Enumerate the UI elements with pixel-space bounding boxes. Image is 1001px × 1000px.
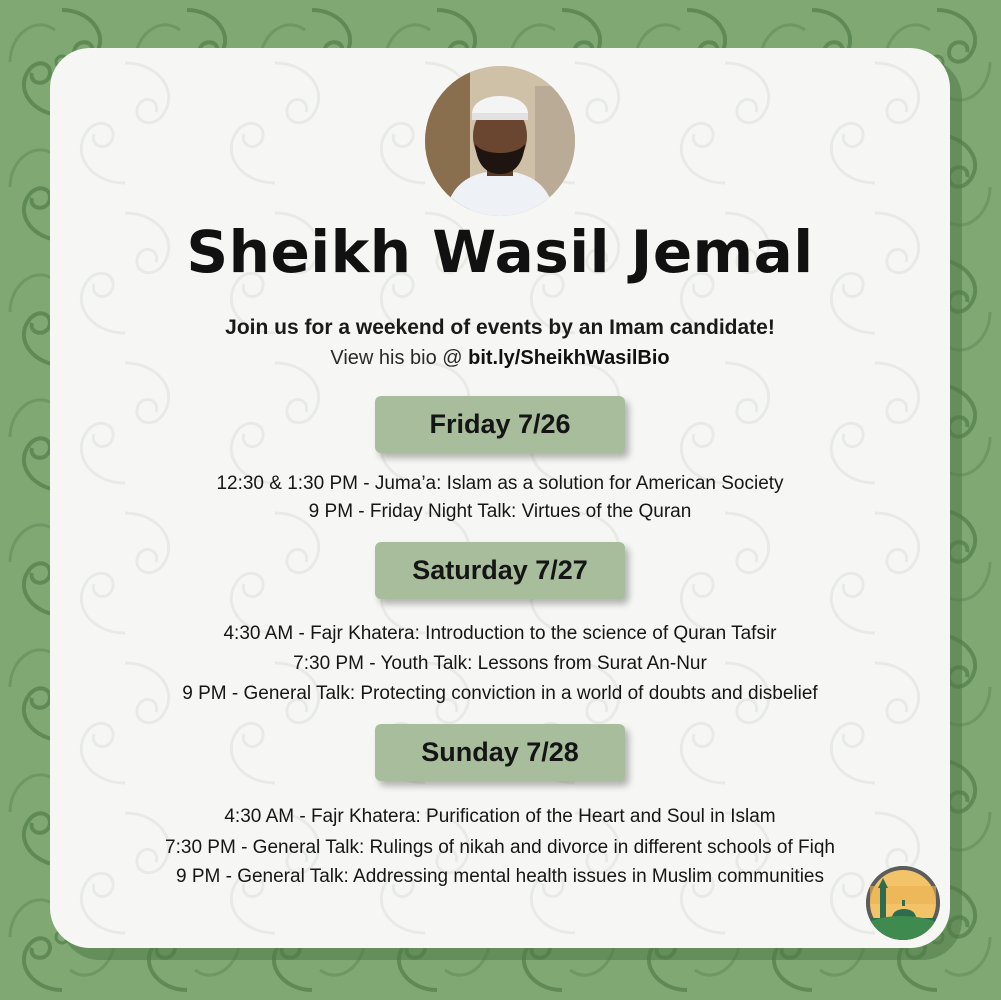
- mosque-logo-icon: [866, 866, 940, 940]
- event-card: [50, 48, 950, 948]
- event-friday-2: 9 PM - Friday Night Talk: Virtues of the Quran: [308, 501, 692, 522]
- event-saturday-1: 4:30 AM - Fajr Khatera: Introduction to the science of Quran Tafsir: [223, 623, 777, 644]
- day-saturday: Saturday 7/27: [375, 542, 625, 599]
- speaker-avatar: [425, 66, 575, 216]
- event-sunday-2: 7:30 PM - General Talk: Rulings of nikah and divorce in different schools of Fiqh: [165, 837, 835, 858]
- bio-link[interactable]: bit.ly/SheikhWasilBio: [468, 347, 670, 369]
- event-sunday-3: 9 PM - General Talk: Addressing mental health issues in Muslim communities: [175, 866, 825, 887]
- day-friday: Friday 7/26: [375, 396, 625, 453]
- event-saturday-2: 7:30 PM - Youth Talk: Lessons from Surat An-Nur: [293, 653, 707, 674]
- bio-line: [50, 347, 950, 370]
- day-sunday: Sunday 7/28: [375, 724, 625, 781]
- event-tagline: Join us for a weekend of events by an Imam candidate!: [225, 316, 775, 339]
- event-sunday-1: 4:30 AM - Fajr Khatera: Purification of the Heart and Soul in Islam: [224, 806, 776, 827]
- speaker-name: Sheikh Wasil Jemal: [186, 218, 814, 286]
- event-saturday-3: 9 PM - General Talk: Protecting conviction in a world of doubts and disbelief: [182, 683, 818, 704]
- bio-prefix: View his bio @: [330, 347, 469, 369]
- event-friday-1: 12:30 & 1:30 PM - Juma’a: Islam as a solution for American Society: [216, 473, 784, 494]
- speaker-photo: [425, 66, 575, 216]
